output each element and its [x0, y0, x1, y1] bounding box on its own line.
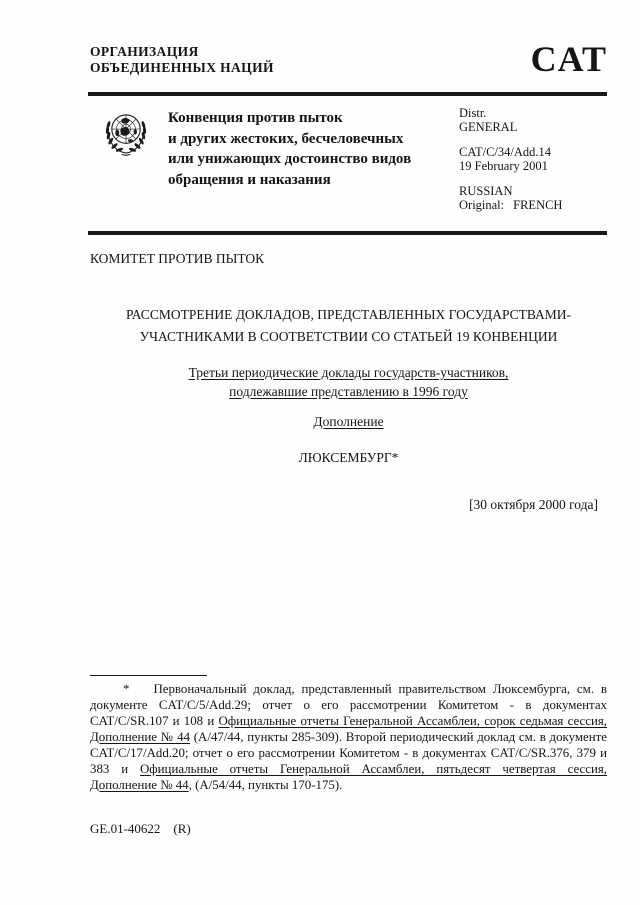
convention-title-line: обращения и наказания: [168, 171, 331, 188]
document-language: RUSSIAN: [459, 184, 513, 198]
convention-title-line: Конвенция против пыток: [168, 110, 343, 126]
header-rule: [88, 92, 607, 96]
document-reference: CAT/C/34/Add.14: [459, 145, 552, 159]
org-name-line2: ОБЪЕДИНЕННЫХ НАЦИЙ: [90, 60, 274, 75]
main-heading-line1: РАССМОТРЕНИЕ ДОКЛАДОВ, ПРЕДСТАВЛЕННЫХ ГОСУДАРСТВАМИ-: [125, 307, 572, 322]
footnote-segment: (A/47/44, пункты 285-309). Второй периодический доклад см. в документе CAT/C/17/Add.20; отчет о его рассмотрении Комитетом - в документах CAT/C/SR.376, 379 и 383 и: [90, 730, 608, 776]
sub-heading-line1: Третьи периодические доклады государств-участников,: [188, 365, 509, 380]
convention-title: [168, 108, 458, 190]
distribution-block: [459, 107, 562, 224]
country-name: ЛЮКСЕМБУРГ*: [298, 450, 399, 465]
committee-name: КОМИТЕТ ПРОТИВ ПЫТОК: [90, 251, 265, 266]
masthead-rule: [88, 231, 607, 235]
main-heading: [90, 304, 607, 347]
un-emblem-icon: [93, 104, 159, 164]
footnote-segment: Первоначальный доклад, представленный правительством Люксембурга, см. в документе CAT/C/5/Add.29; отчет о его рассмотрении Комитетом - в документах CAT/C/SR.107 и 108 и: [90, 682, 607, 728]
original-label: Original:: [459, 197, 505, 212]
org-name-line1: ОРГАНИЗАЦИЯ: [90, 44, 199, 59]
org-name: [90, 44, 274, 76]
distr-value: GENERAL: [459, 119, 518, 134]
document-symbol: CAT: [530, 39, 607, 79]
footnote-segment: , (A/54/44, пункты 170-175).: [188, 778, 343, 792]
document-date: 19 February 2001: [459, 158, 548, 173]
ge-document-number: GE.01-40622 (R): [90, 821, 191, 836]
convention-title-line: или унижающих достоинство видов: [168, 151, 412, 167]
sub-heading: [90, 363, 607, 401]
sub-heading-line2: подлежавшие представлению в 1996 году: [229, 384, 468, 399]
original-language: [459, 199, 562, 213]
distr-label: Distr.: [459, 106, 487, 120]
footnote-separator: [90, 675, 207, 676]
footnote-segment-underlined: Официальные отчеты Генеральной Ассамблеи, сорок седьмая сессия, Дополнение № 44: [90, 714, 607, 744]
supplement-label: Дополнение: [313, 414, 384, 429]
footnote-text: [90, 681, 607, 793]
submission-date: [30 октября 2000 года]: [469, 497, 598, 512]
original-value: FRENCH: [513, 197, 563, 212]
main-heading-line2: УЧАСТНИКАМИ В СООТВЕТСТВИИ СО СТАТЬЕЙ 19 КОНВЕНЦИИ: [139, 328, 558, 344]
footnote-segment-underlined: Официальные отчеты Генеральной Ассамблеи, пятьдесят четвертая сессия, Дополнение № 44: [90, 762, 607, 792]
footnote-marker: *: [123, 682, 130, 696]
convention-title-line: и других жестоких, бесчеловечных: [168, 130, 404, 147]
